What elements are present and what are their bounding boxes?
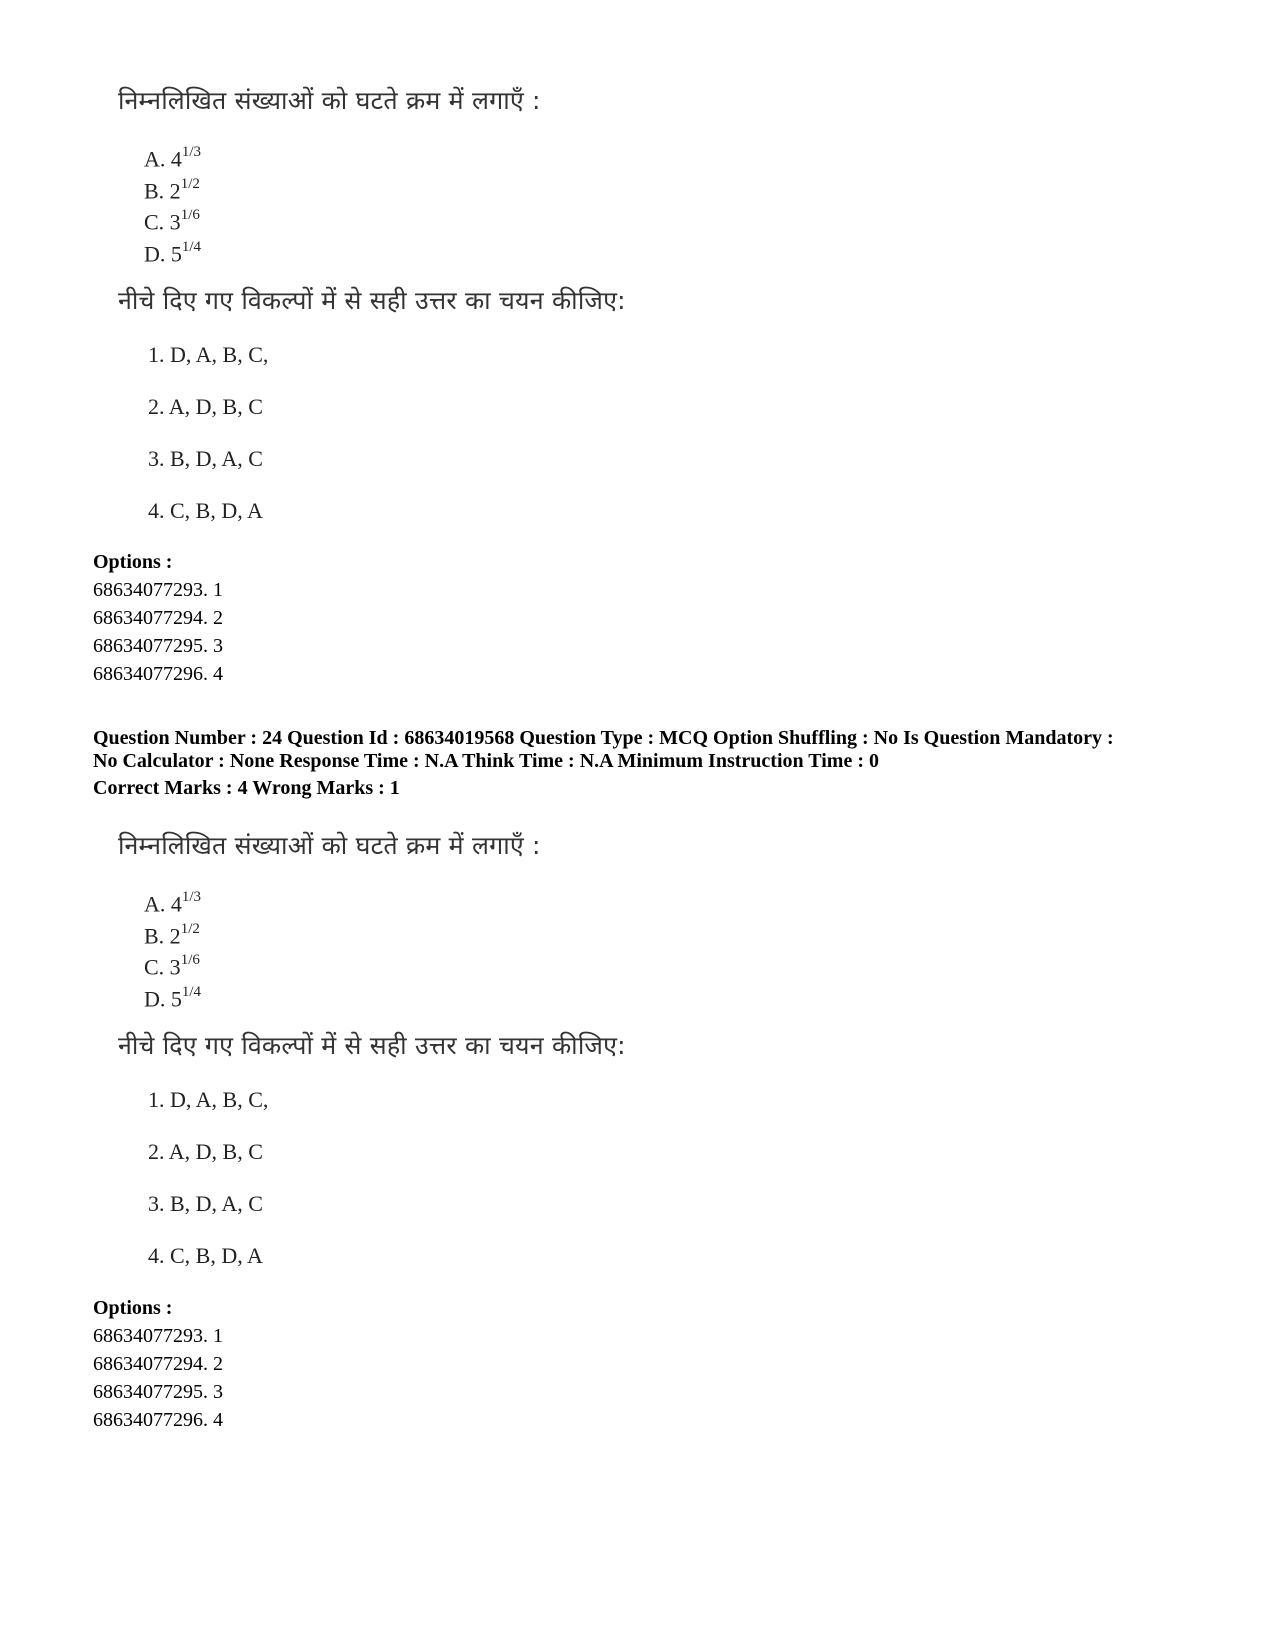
choice-1: 1. D, A, B, C, <box>148 342 269 367</box>
statement-b: B. $2^{1/2}$ <box>144 921 200 949</box>
choice-2: 2. A, D, B, C <box>148 394 263 419</box>
question-instruction: नीचे दिए गए विकल्पों में से सही उत्तर का चयन कीजिए: <box>118 1031 626 1060</box>
option-line: 68634077294. 2 <box>93 607 223 629</box>
statement-a: A. $4^{1/3}$ <box>144 144 202 172</box>
choice-2: 2. A, D, B, C <box>148 1139 263 1164</box>
options-heading: Options : <box>93 551 173 573</box>
option-line: 68634077296. 4 <box>93 1409 223 1431</box>
statement-c: C. $3^{1/6}$ <box>144 207 200 235</box>
statement-b: B. $2^{1/2}$ <box>144 176 200 204</box>
statement-d: D. $5^{1/4}$ <box>144 984 202 1012</box>
question-prompt: निम्नलिखित संख्याओं को घटते क्रम में लगाएँ : <box>118 831 541 860</box>
choice-3: 3. B, D, A, C <box>148 1191 263 1216</box>
choice-4: 4. C, B, D, A <box>148 1243 263 1268</box>
option-line: 68634077294. 2 <box>93 1353 223 1375</box>
option-line: 68634077295. 3 <box>93 1381 223 1403</box>
choice-1: 1. D, A, B, C, <box>148 1087 269 1112</box>
question-instruction: नीचे दिए गए विकल्पों में से सही उत्तर का चयन कीजिए: <box>118 286 626 315</box>
question-prompt: निम्नलिखित संख्याओं को घटते क्रम में लगाएँ : <box>118 86 541 115</box>
option-line: 68634077293. 1 <box>93 1325 223 1347</box>
statement-a: A. $4^{1/3}$ <box>144 889 202 917</box>
choice-4: 4. C, B, D, A <box>148 498 263 523</box>
option-line: 68634077293. 1 <box>93 579 223 601</box>
options-heading: Options : <box>93 1297 173 1319</box>
statement-c: C. $3^{1/6}$ <box>144 952 200 980</box>
option-line: 68634077295. 3 <box>93 635 223 657</box>
question-meta-line-2: No Calculator : None Response Time : N.A Think Time : N.A Minimum Instruction Time : 0 <box>93 750 879 772</box>
choice-3: 3. B, D, A, C <box>148 446 263 471</box>
statement-d: D. $5^{1/4}$ <box>144 239 202 267</box>
question-meta-line-1: Question Number : 24 Question Id : 68634019568 Question Type : MCQ Option Shuffling : No Is Question Mandatory : <box>93 727 1114 749</box>
question-marks: Correct Marks : 4 Wrong Marks : 1 <box>93 777 400 799</box>
option-line: 68634077296. 4 <box>93 663 223 685</box>
